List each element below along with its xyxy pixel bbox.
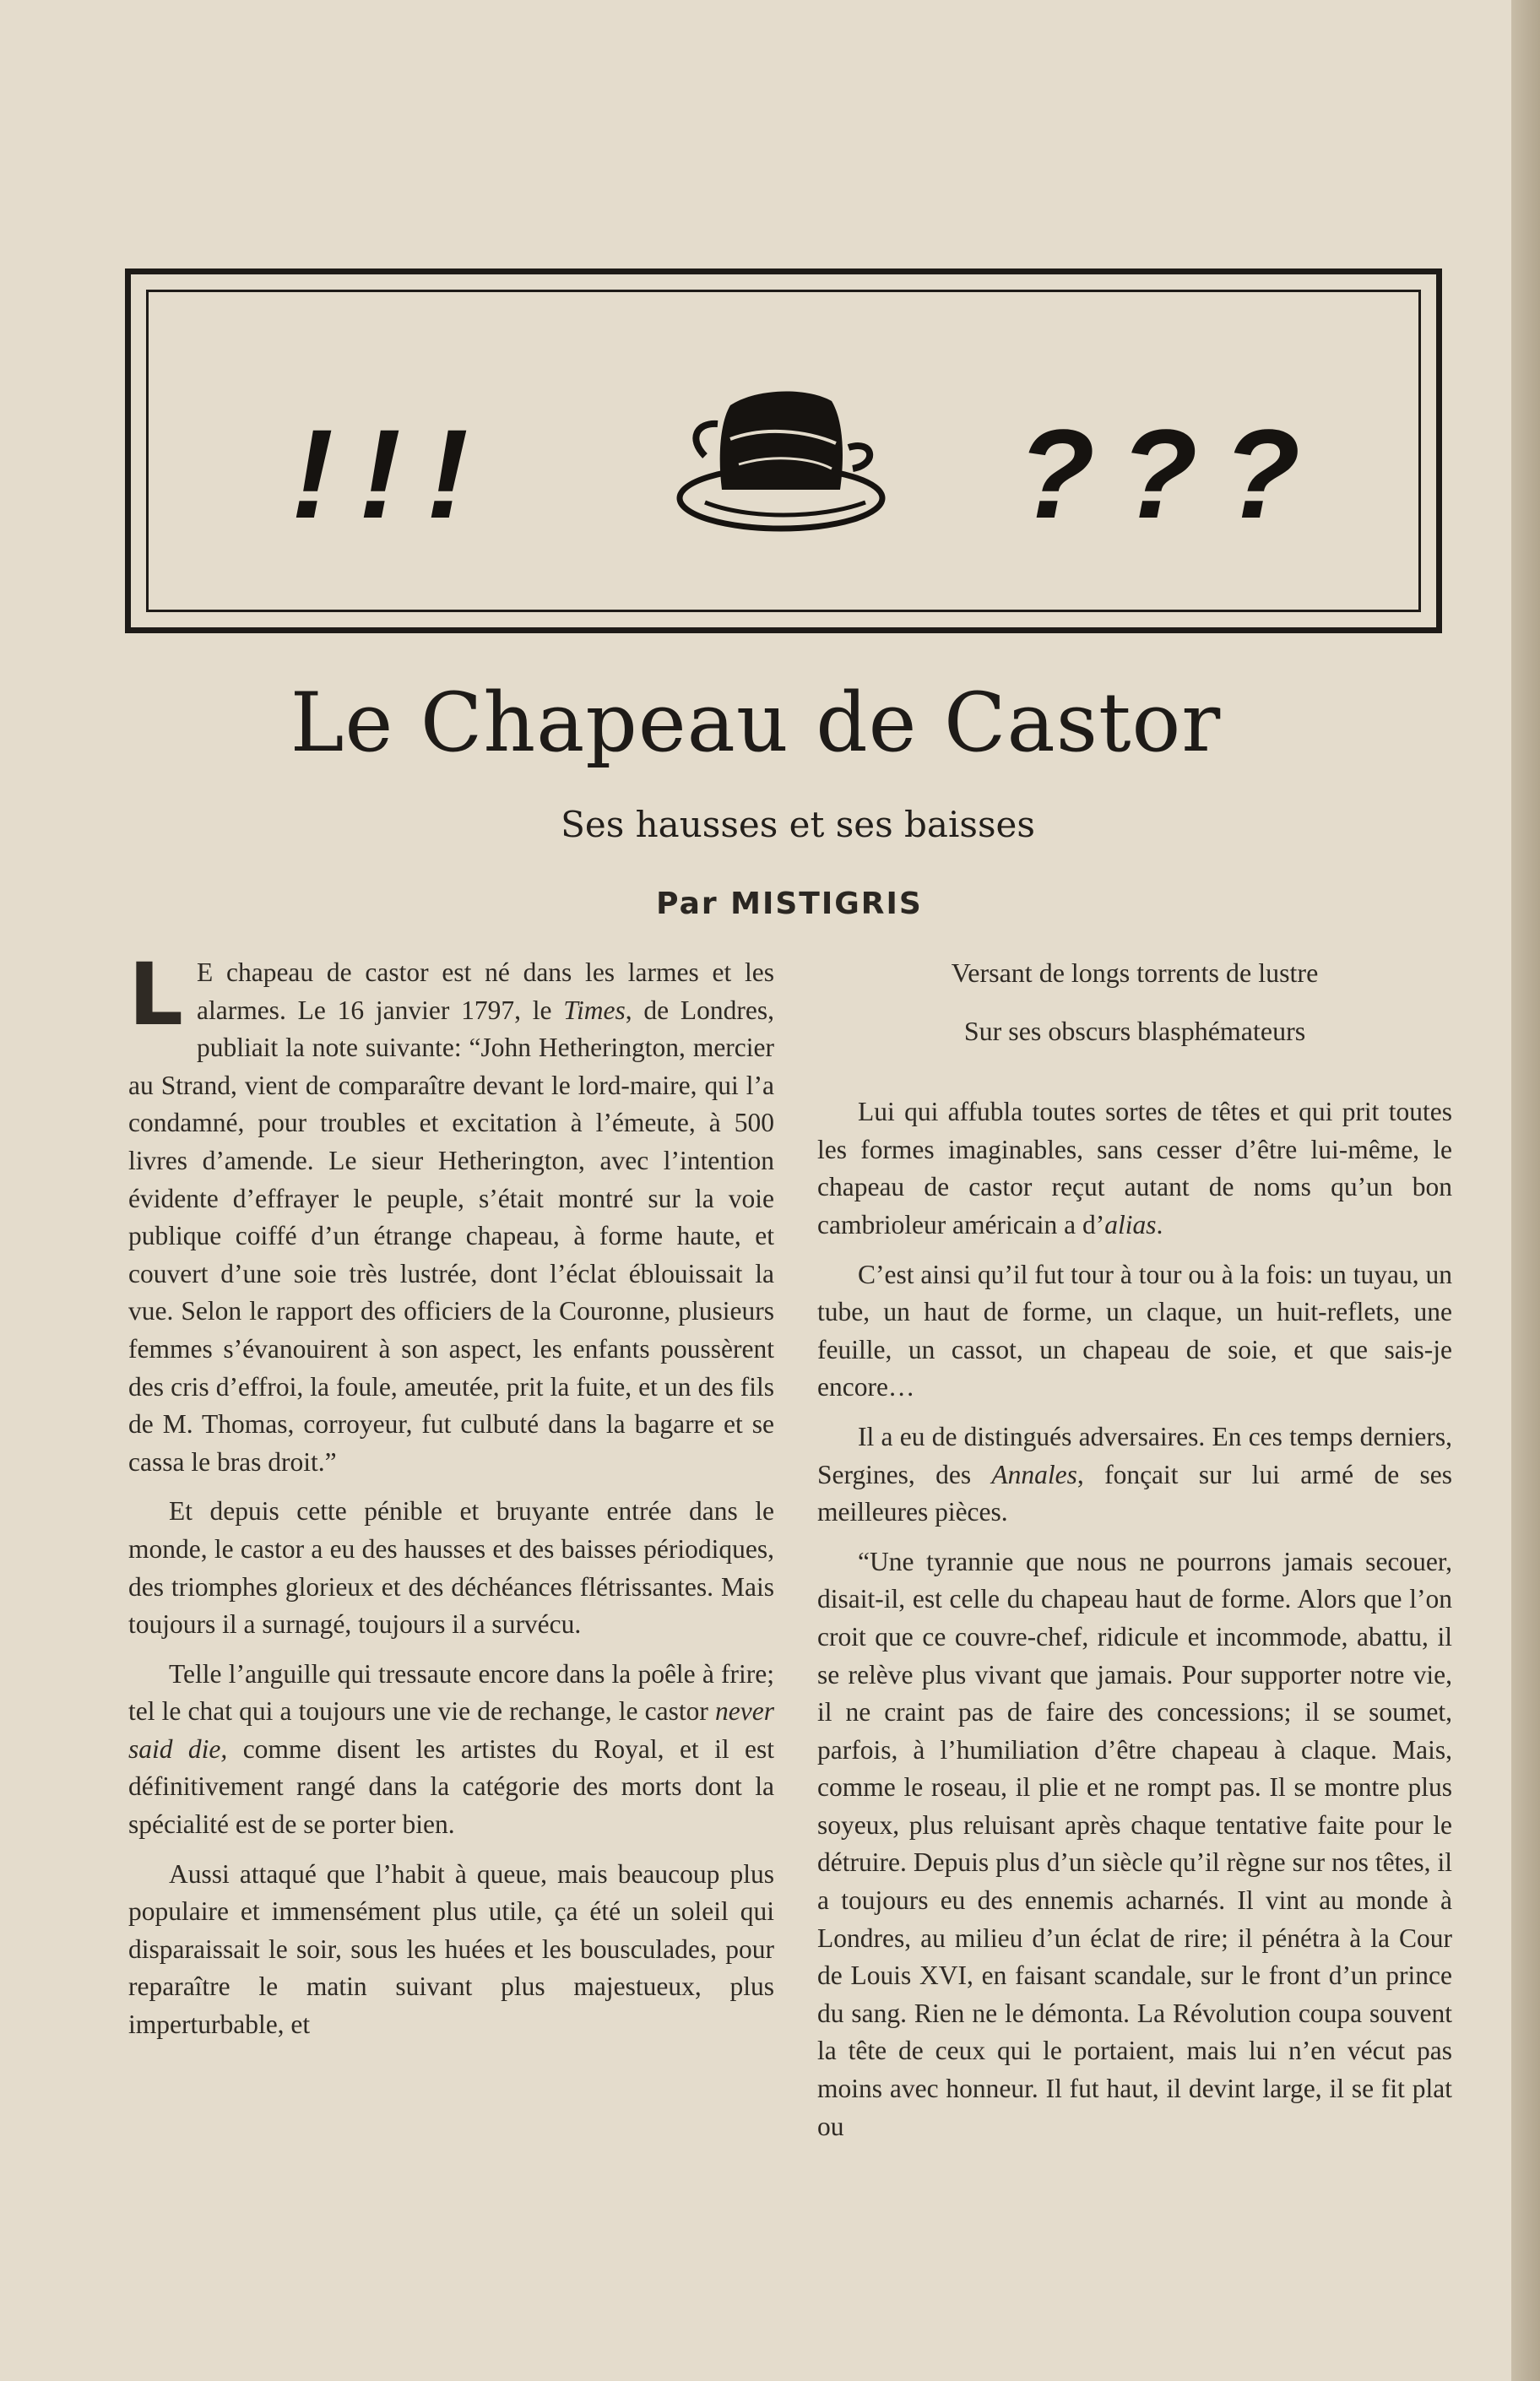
paragraph-text: , de Londres, publiait la note suivante: “John Hetherington, mercier au Strand, vient de comparaître devant le lord-maire, qui l’a condamné, pour troubles et excitation à l’émeute, à 500 livres d’amende. Le sieur Hetherington, avec l’intention évidente d’effrayer le peuple, s’était montré sur la voie publique coiffé d’un étrange chapeau, à forme haute, et couvert d’une soie très lustrée, dont l’éclat éblouissait la vue. Selon le rapport des officiers de la Couronne, plusieurs femmes s’évanouirent à son aspect, les enfants poussèrent des cris d’effroi, la foule, ameutée, prit la fuite, et un des fils de M. Thomas, corroyeur, fut culbuté dans la bagarre et se cassa le bras droit.” [128, 995, 775, 1477]
drop-cap: L [128, 945, 183, 1045]
paragraph: Et depuis cette pénible et bruyante entrée dans le monde, le castor a eu des hausses et des baisses périodiques, des triomphes glorieux et des déchéances flétrissantes. Mais toujours il a surnagé, toujours il a survécu. [128, 1496, 774, 1640]
paragraph-text: comme disent les artistes du Royal, et il est définitivement rangé dans la catégorie des morts dont la spécialité est de se porter bien. [128, 1733, 774, 1840]
paragraph [128, 945, 775, 1481]
paragraph [817, 1093, 1452, 1244]
newspaper-name: Times [563, 995, 626, 1025]
italic-word: alias [1104, 1209, 1157, 1239]
paragraph: “Une tyrannie que nous ne pourrons jamais secouer, disait-il, est celle du chapeau haut de forme. Alors que l’on croit que ce couvre-chef, ridicule et incommode, abattu, il se relève plus vivant que jamais. Pour supporter notre vie, il ne craint pas de faire des concessions; il se soumet, parfois, à l’humiliation d’être chapeau à claque. Mais, comme le roseau, il plie et ne rompt pas. Il se montre plus soyeux, plus reluisant après chaque tentative faite pour le détruire. Depuis plus d’un siècle qu’il règne sur nos têtes, il a toujours eu des ennemis acharnés. Il vint au monde à Londres, au milieu d’un éclat de rire; il pénétra à la Cour de Louis XVI, en faisant scandale, sur le front d’un prince du sang. Rien ne le démonta. La Révolution coupa souvent la tête de ceux qui le portaient, mais lui n’en vécut pas moins avec honneur. Il fut haut, il devint large, il se fit plat ou [817, 1546, 1452, 2141]
paragraph: Aussi attaqué que l’habit à queue, mais beaucoup plus populaire et immensément plus utile, ça été un soleil qui disparaissait le soir, sous les huées et les bousculades, pour reparaître le matin suivant plus majestueux, plus imperturbable, et [128, 1858, 774, 2040]
paragraph-text: Lui qui affubla toutes sortes de têtes et qui prit toutes les formes imaginables, sans cesser d’être lui-même, le chapeau de castor reçut autant de noms qu’un bon cambrioleur américain a d’ [817, 1097, 1452, 1239]
paragraph-text: . [1156, 1209, 1163, 1239]
publication-name: Annales [991, 1459, 1077, 1489]
article-byline: Par MISTIGRIS [656, 887, 923, 921]
paragraph-text: Il a eu de distingués adversaires. En ces temps derniers, Sergines, des [817, 1421, 1452, 1489]
right-column [817, 954, 1452, 2157]
top-hat-icon [671, 363, 891, 540]
exclamation-marks: !!! [291, 403, 494, 545]
article-title: Le Chapeau de Castor [290, 675, 1222, 770]
paragraph: C’est ainsi qu’il fut tour à tour ou à la fois: un tuyau, un tube, un haut de forme, un claque, un huit-reflets, une feuille, un cassot, un chapeau de soie, et que sais-je encore… [817, 1259, 1452, 1402]
header-banner [125, 268, 1442, 633]
paragraph [128, 1656, 774, 1844]
paragraph-text: E chapeau de castor est né dans les larmes et les alarmes. Le 16 janvier 1797, le [197, 957, 774, 1025]
left-column [128, 945, 775, 2056]
verse-line: Versant de longs torrents de lustre [951, 957, 1319, 988]
spacer [817, 1070, 1452, 1093]
paragraph-text: , fonçait sur lui armé de ses meilleures pièces. [817, 1459, 1453, 1527]
paragraph [817, 1418, 1452, 1532]
question-marks: ??? [1017, 403, 1326, 545]
paragraph-text: Telle l’anguille qui tressaute encore dans la poêle à frire; tel le chat qui a toujours une vie de rechange, le castor [128, 1658, 774, 1727]
verse-line: Sur ses obscurs blasphémateurs [963, 1015, 1306, 1046]
page-spine-shadow [1511, 0, 1540, 2381]
italic-phrase: never said die, [128, 1696, 774, 1764]
article-subtitle: Ses hausses et ses baisses [561, 804, 1035, 845]
